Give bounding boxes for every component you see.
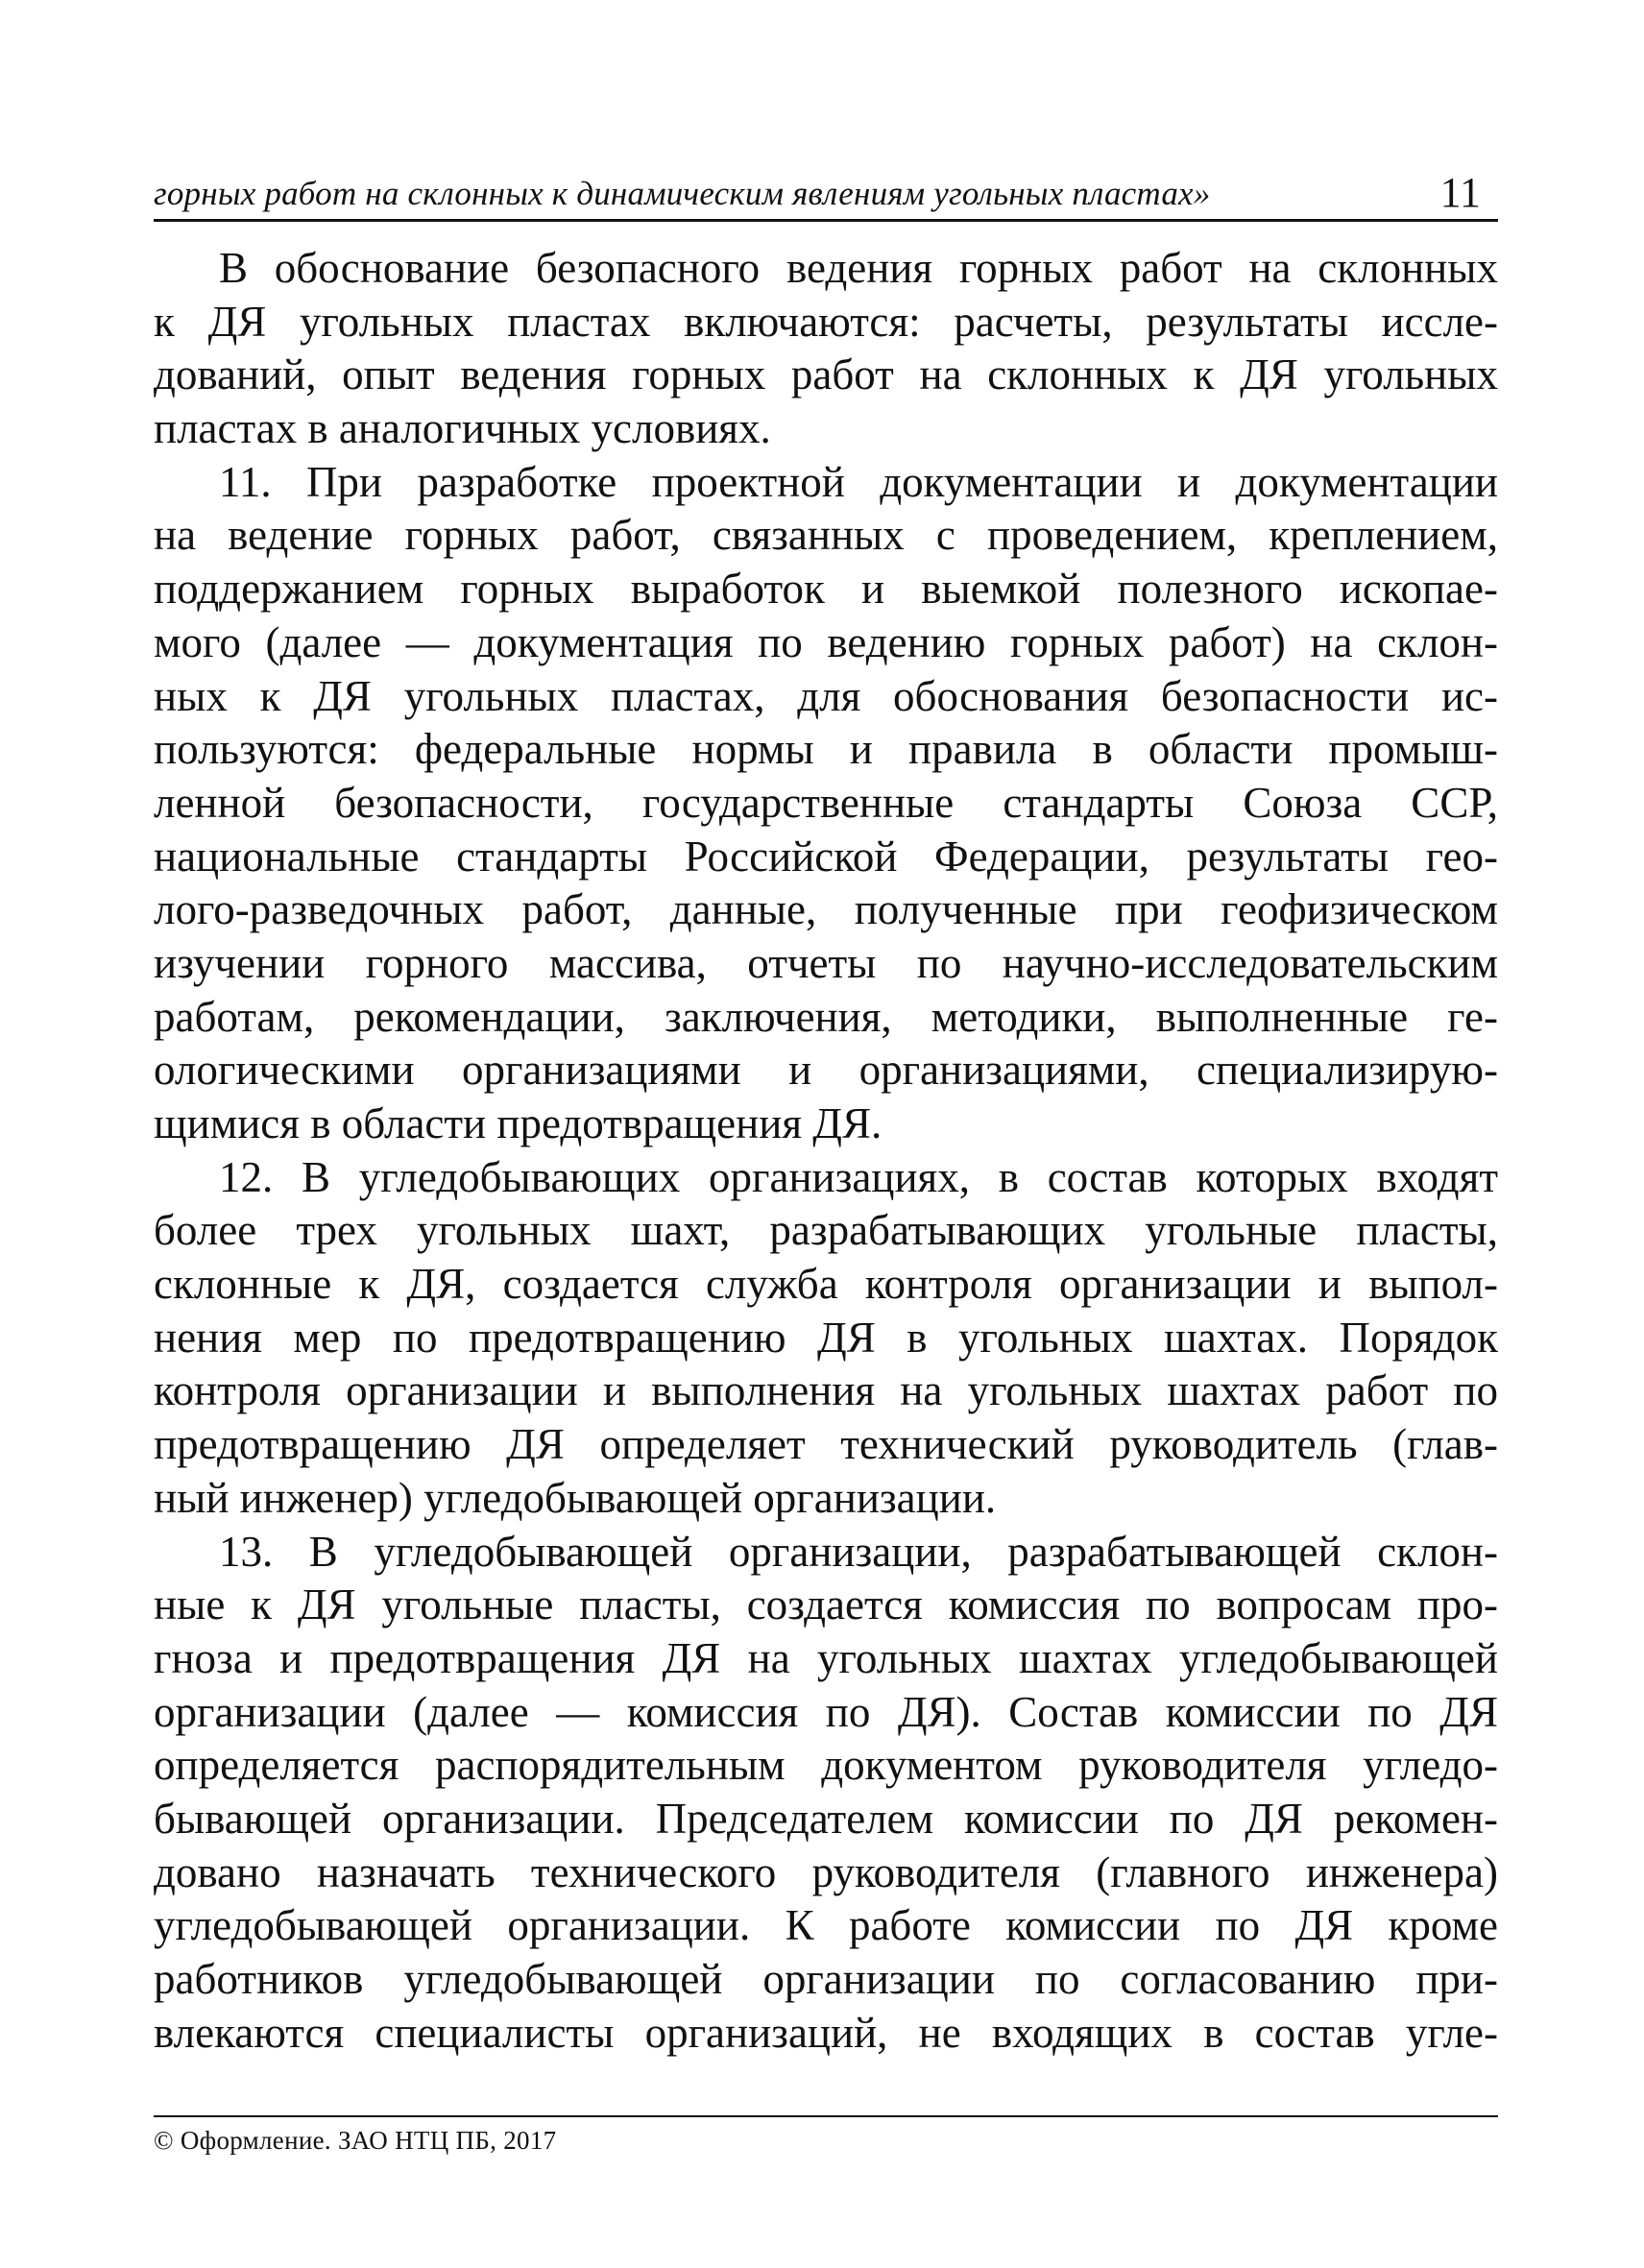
footer-copyright: © Оформление. ЗАО НТЦ ПБ, 2017 — [154, 2126, 557, 2155]
text-line: нения мер по предотвращению ДЯ в угольных шахтах. Порядок — [154, 1313, 1498, 1362]
text-line: на ведение горных работ, связанных с проведением, креплением, — [154, 511, 1498, 560]
text-line: склонные к ДЯ, создается служба контроля организации и выпол- — [154, 1260, 1498, 1309]
text-line: работам, рекомендации, заключения, методики, выполненные ге- — [154, 992, 1498, 1041]
text-line: организации (далее — комиссия по ДЯ). Состав комиссии по ДЯ — [154, 1687, 1498, 1736]
text-line: ных к ДЯ угольных пластах, для обоснования безопасности ис- — [154, 671, 1498, 720]
text-line: изучении горного массива, отчеты по научно-исследовательским — [154, 938, 1498, 987]
text-line: пользуются: федеральные нормы и правила в области промыш- — [154, 725, 1498, 774]
text-line: лого-разведочных работ, данные, полученные при геофизическом — [154, 885, 1498, 934]
text-line: к ДЯ угольных пластах включаются: расчеты, результаты иссле- — [154, 297, 1498, 346]
header-divider — [154, 219, 1498, 222]
text-line: определяется распорядительным документом руководителя угледо- — [154, 1741, 1498, 1790]
text-line: 11. При разработке проектной документации и документации — [219, 457, 1498, 506]
text-line: поддержанием горных выработок и выемкой полезного ископае- — [154, 565, 1498, 614]
text-line: дований, опыт ведения горных работ на склонных к ДЯ угольных — [154, 350, 1498, 399]
text-line: работников угледобывающей организации по согласованию при- — [154, 1955, 1498, 2003]
text-line: мого (далее — документация по ведению горных работ) на склон- — [154, 617, 1498, 666]
text-line: влекаются специалисты организаций, не входящих в состав угле- — [154, 2008, 1498, 2057]
text-line: контроля организации и выполнения на угольных шахтах работ по — [154, 1366, 1498, 1415]
page-number: 11 — [1439, 169, 1481, 216]
text-line: пластах в аналогичных условиях. — [154, 404, 771, 453]
text-line: 12. В угледобывающих организациях, в состав которых входят — [219, 1152, 1498, 1201]
text-line: более трех угольных шахт, разрабатывающих угольные пласты, — [154, 1206, 1498, 1255]
text-line: бывающей организации. Председателем комиссии по ДЯ рекомен- — [154, 1794, 1498, 1843]
body-text — [154, 242, 1498, 2060]
text-line: щимися в области предотвращения ДЯ. — [154, 1099, 882, 1147]
text-line: ные к ДЯ угольные пласты, создается комиссия по вопросам про- — [154, 1580, 1498, 1629]
text-line: ленной безопасности, государственные стандарты Союза ССР, — [154, 778, 1498, 827]
text-line: 13. В угледобывающей организации, разрабатывающей склон- — [219, 1527, 1498, 1576]
text-line: В обоснование безопасного ведения горных работ на склонных — [219, 244, 1498, 292]
running-header-title: горных работ на склонных к динамическим явлениям угольных пластах» — [154, 175, 1211, 212]
running-header — [154, 163, 1498, 221]
text-line: гноза и предотвращения ДЯ на угольных шахтах угледобывающей — [154, 1633, 1498, 1682]
text-line: угледобывающей организации. К работе комиссии по ДЯ кроме — [154, 1901, 1498, 1950]
footer-divider — [154, 2115, 1498, 2117]
text-line: довано назначать технического руководителя (главного инженера) — [154, 1847, 1498, 1896]
text-line: предотвращению ДЯ определяет технический руководитель (глав- — [154, 1420, 1498, 1469]
text-line: национальные стандарты Российской Федерации, результаты гео- — [154, 832, 1498, 881]
text-line: ологическими организациями и организациями, специализирую- — [154, 1046, 1498, 1095]
text-line: ный инженер) угледобывающей организации. — [154, 1473, 997, 1522]
